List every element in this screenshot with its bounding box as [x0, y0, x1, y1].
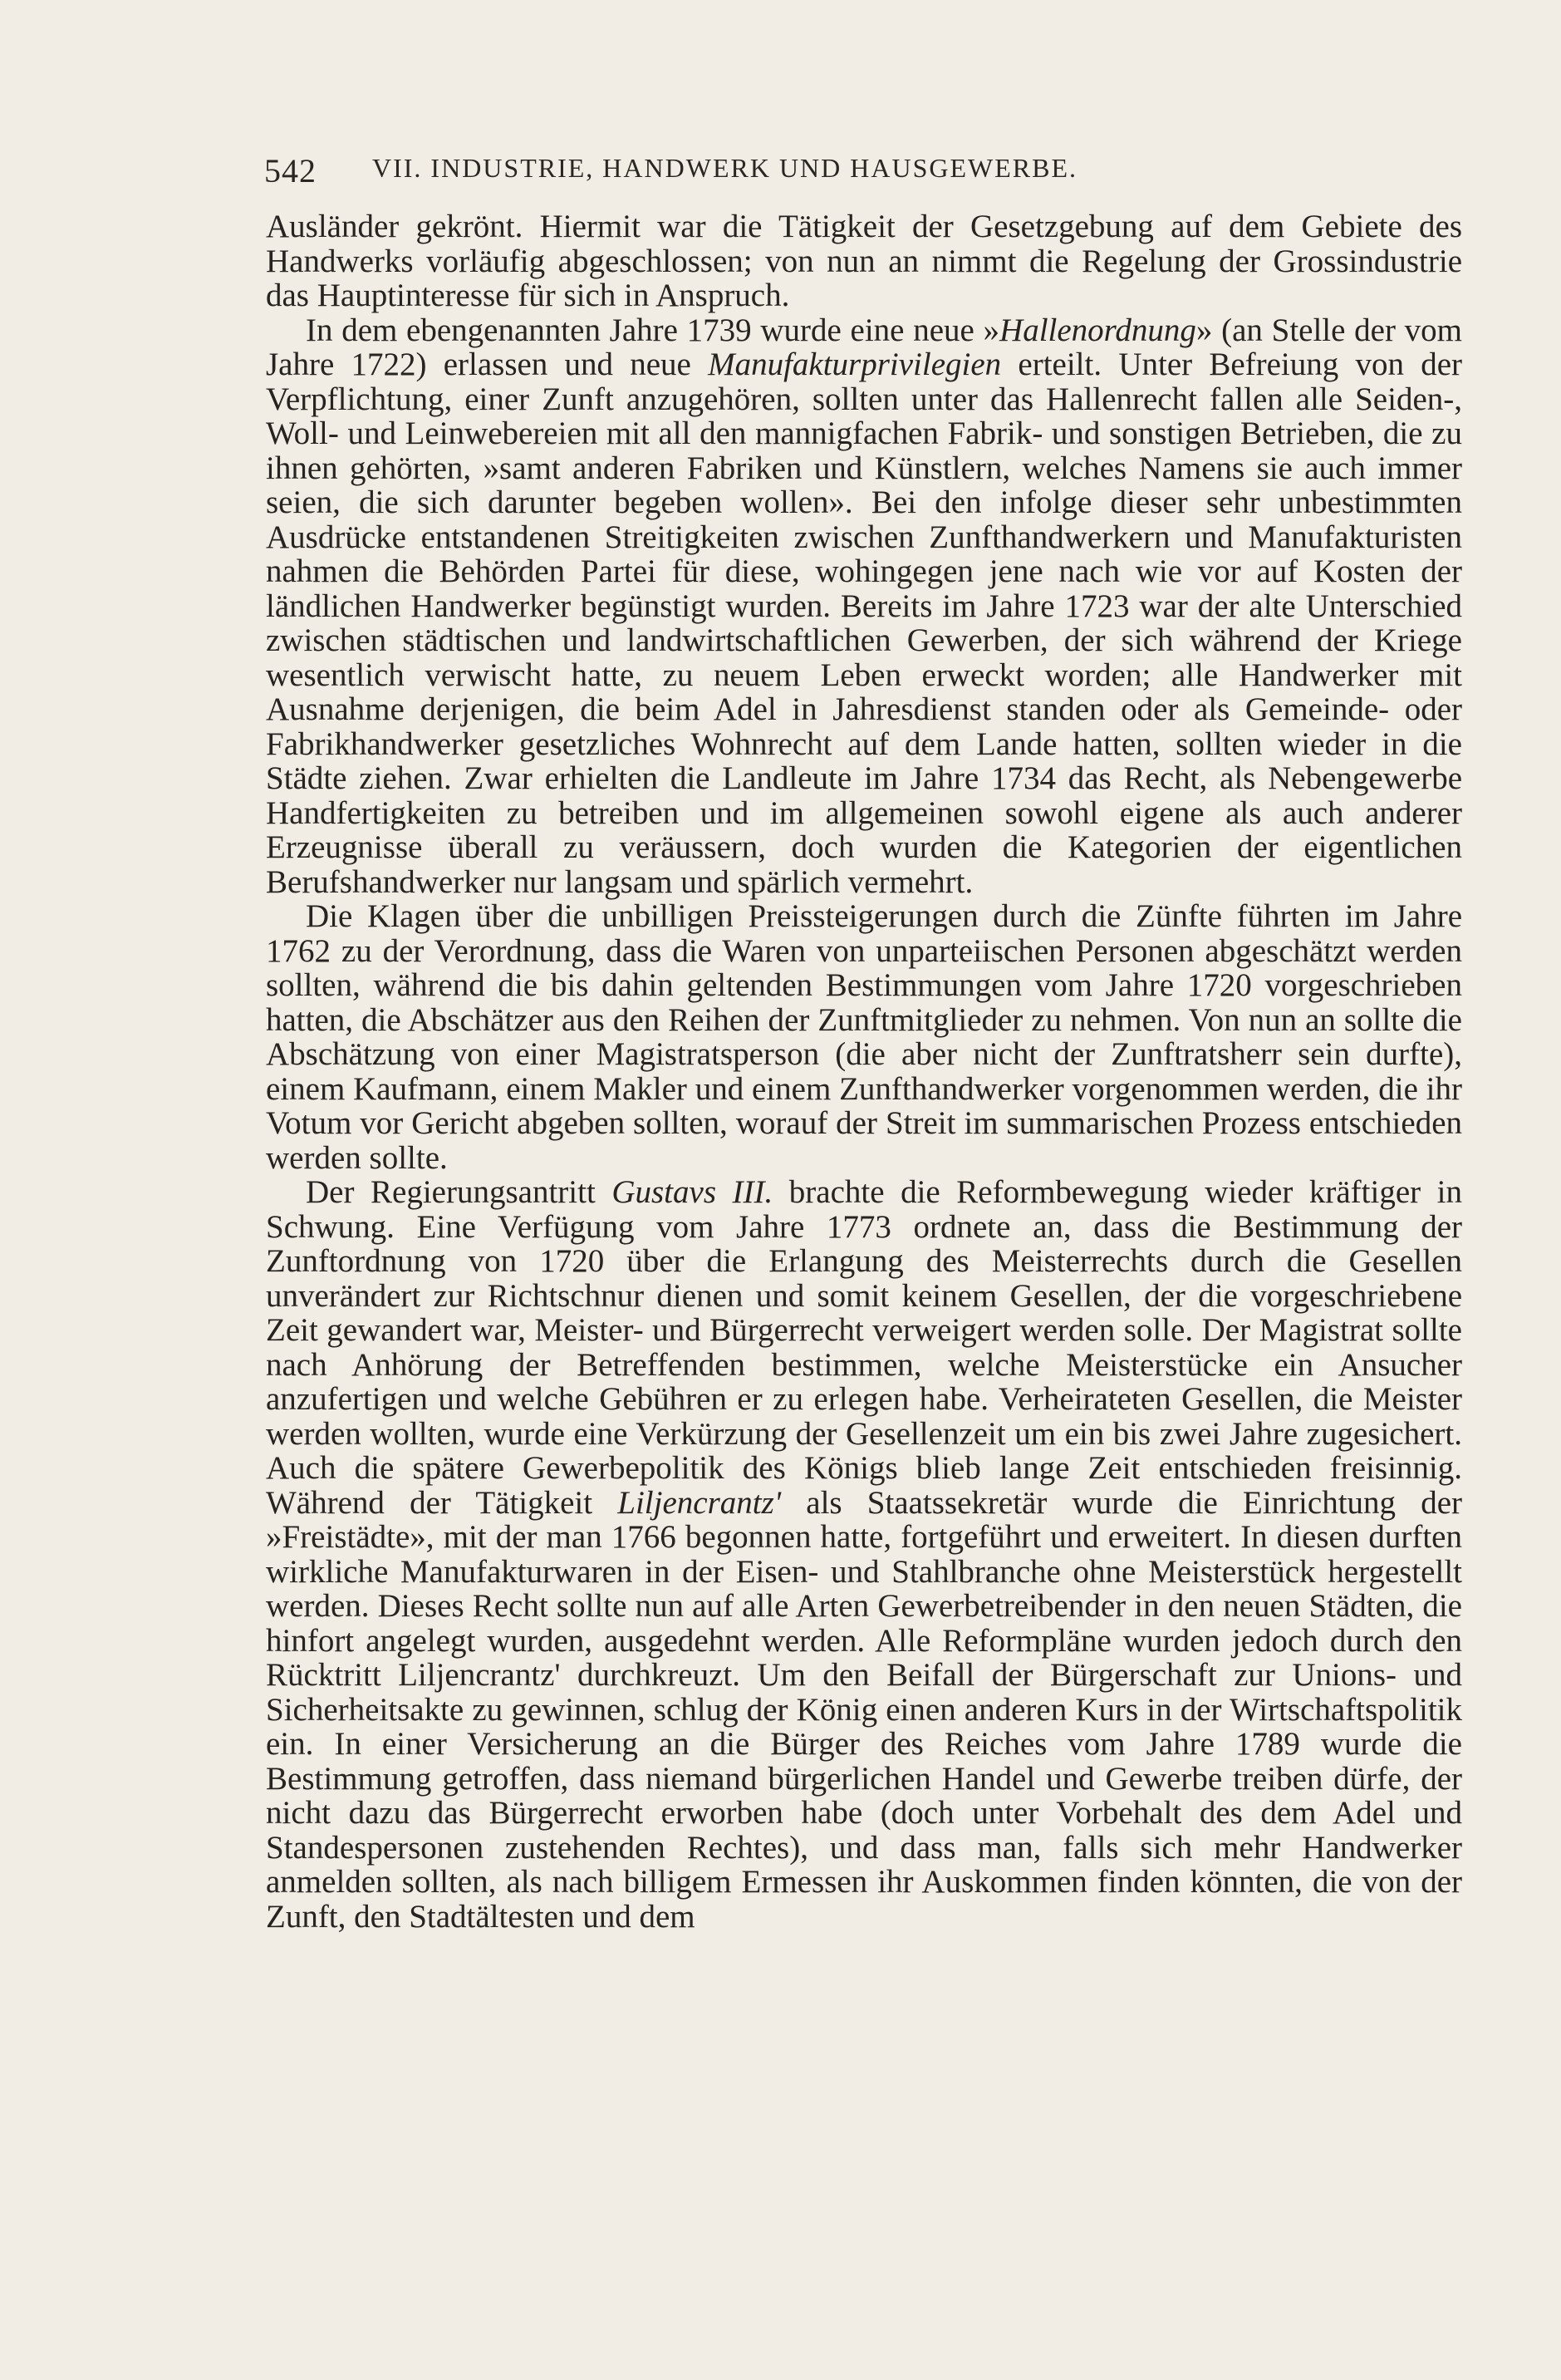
text-run: erteilt. Unter Befreiung von der Verpflichtung, einer Zunft anzugehören, sollten unter das Hallenrecht fallen alle Seiden-, Woll- und Leinwebereien mit all den mannigfachen Fabrik- und sonstigen Betrieben, die zu ihnen gehörten, »samt anderen Fabriken und Künstlern, welches Namens sie auch immer seien, die sich darunter begeben wollen». Bei den infolge dieser sehr unbestimmten Ausdrücke entstandenen Streitigkeiten zwischen Zunfthandwerkern und Manufakturisten nahmen die Behörden Partei für diese, wohingegen jene nach wie vor auf Kosten der ländlichen Handwerker begünstigt wurden. Bereits im Jahre 1723 war der alte Unterschied zwischen städtischen und landwirtschaftlichen Gewerben, der sich während der Kriege wesentlich verwischt hatte, zu neuem Leben erweckt worden; alle Handwerker mit Ausnahme derjenigen, die beim Adel in Jahresdienst standen oder als Gemeinde- oder Fabrikhandwerker gesetzliches Wohnrecht auf dem Lande hatten, sollten wieder in die Städte ziehen. Zwar erhielten die Landleute im Jahre 1734 das Recht, als Nebengewerbe Handfertigkeiten zu betreiben und im allgemeinen sowohl eigene als auch anderer Erzeugnisse überall zu veräussern, doch wurden die Kategorien der eigentlichen Berufshandwerker nur langsam und spärlich vermehrt. — [266, 347, 1462, 900]
paragraph-1 — [266, 209, 1462, 313]
text-run: In dem ebengenannten Jahre 1739 wurde eine neue » — [306, 312, 1000, 348]
text-run: » (an Stelle der vom Jahre 1722) erlassen und neue — [266, 312, 1463, 382]
paragraph-2 — [266, 313, 1462, 900]
text-run: brachte die Reformbewegung wieder kräftiger in Schwung. Eine Verfügung vom Jahre 1773 ordnete an, dass die Bestimmung der Zunftordnung von 1720 über die Erlangung des Meisterrechts durch die Gesellen unverändert zur Richtschnur dienen und somit keinem Gesellen, der die vorgeschriebene Zeit gewandert war, Meister- und Bürgerrecht verweigert werden solle. Der Magistrat sollte nach Anhörung der Betreffenden bestimmen, welche Meisterstücke ein Ansucher anzufertigen und welche Gebühren er zu erlegen habe. Verheirateten Gesellen, die Meister werden wollten, wurde eine Verkürzung der Gesellenzeit um ein bis zwei Jahre zugesichert. Auch die spätere Gewerbepolitik des Königs blieb lange Zeit entschieden freisinnig. Während der Tätigkeit — [266, 1174, 1463, 1521]
italic-term: Gustavs III. — [611, 1174, 773, 1210]
paragraph-3 — [266, 899, 1462, 1175]
running-title: VII. INDUSTRIE, HANDWERK UND HAUSGEWERBE. — [372, 153, 1078, 183]
text-run: als Staatssekretär wurde die Einrichtung der »Freistädte», mit der man 1766 begonnen hatte, fortgeführt und erweitert. In diesen durften wirkliche Manufakturwaren in der Eisen- und Stahlbranche ohne Meisterstück hergestellt werden. Dieses Recht sollte nun auf alle Arten Gewerbetreibender in den neuen Städten, die hinfort angelegt wurden, ausgedehnt werden. Alle Reformpläne wurden jedoch durch den Rücktritt Liljencrantz' durchkreuzt. Um den Beifall der Bürgerschaft zur Unions- und Sicherheitsakte zu gewinnen, schlug der König einen anderen Kurs in der Wirtschaftspolitik ein. In einer Versicherung an die Bürger des Reiches vom Jahre 1789 wurde die Bestimmung getroffen, dass niemand bürgerlichen Handel und Gewerbe treiben dürfe, der nicht dazu das Bürgerrecht erworben habe (doch unter Vorbehalt des dem Adel und Standespersonen zustehenden Rechtes), und dass man, falls sich mehr Handwerker anmelden sollten, als nach billigem Ermessen ihr Auskommen finden könnten, die von der Zunft, den Stadtältesten und dem — [266, 1484, 1462, 1935]
paragraph-4 — [266, 1175, 1462, 1934]
body-text — [266, 209, 1462, 1934]
text-run: Der Regierungsantritt — [306, 1174, 612, 1210]
italic-term: Manufakturprivilegien — [708, 347, 1002, 382]
italic-term: Hallenordnung — [999, 312, 1196, 348]
text-run: Ausländer gekrönt. Hiermit war die Tätigkeit der Gesetzgebung auf dem Gebiete des Handwerks vorläufig abgeschlossen; von nun an nimmt die Regelung der Grossindustrie das Hauptinteresse für sich in Anspruch. — [266, 209, 1462, 313]
page-number: 542 — [264, 152, 317, 189]
text-run: Die Klagen über die unbilligen Preissteigerungen durch die Zünfte führten im Jahre 1762 zu der Verordnung, dass die Waren von unparteiischen Personen abgeschätzt werden sollten, während die bis dahin geltenden Bestimmungen vom Jahre 1720 vorgeschrieben hatten, die Abschätzer aus den Reihen der Zunftmitglieder zu nehmen. Von nun an sollte die Abschätzung von einer Magistratsperson (die aber nicht der Zunftratsherr sein durfte), einem Kaufmann, einem Makler und einem Zunfthandwerker vorgenommen werden, die ihr Votum vor Gericht abgeben sollten, worauf der Streit im summarischen Prozess entschieden werden sollte. — [266, 898, 1462, 1176]
italic-term: Liljencrantz' — [617, 1484, 782, 1521]
